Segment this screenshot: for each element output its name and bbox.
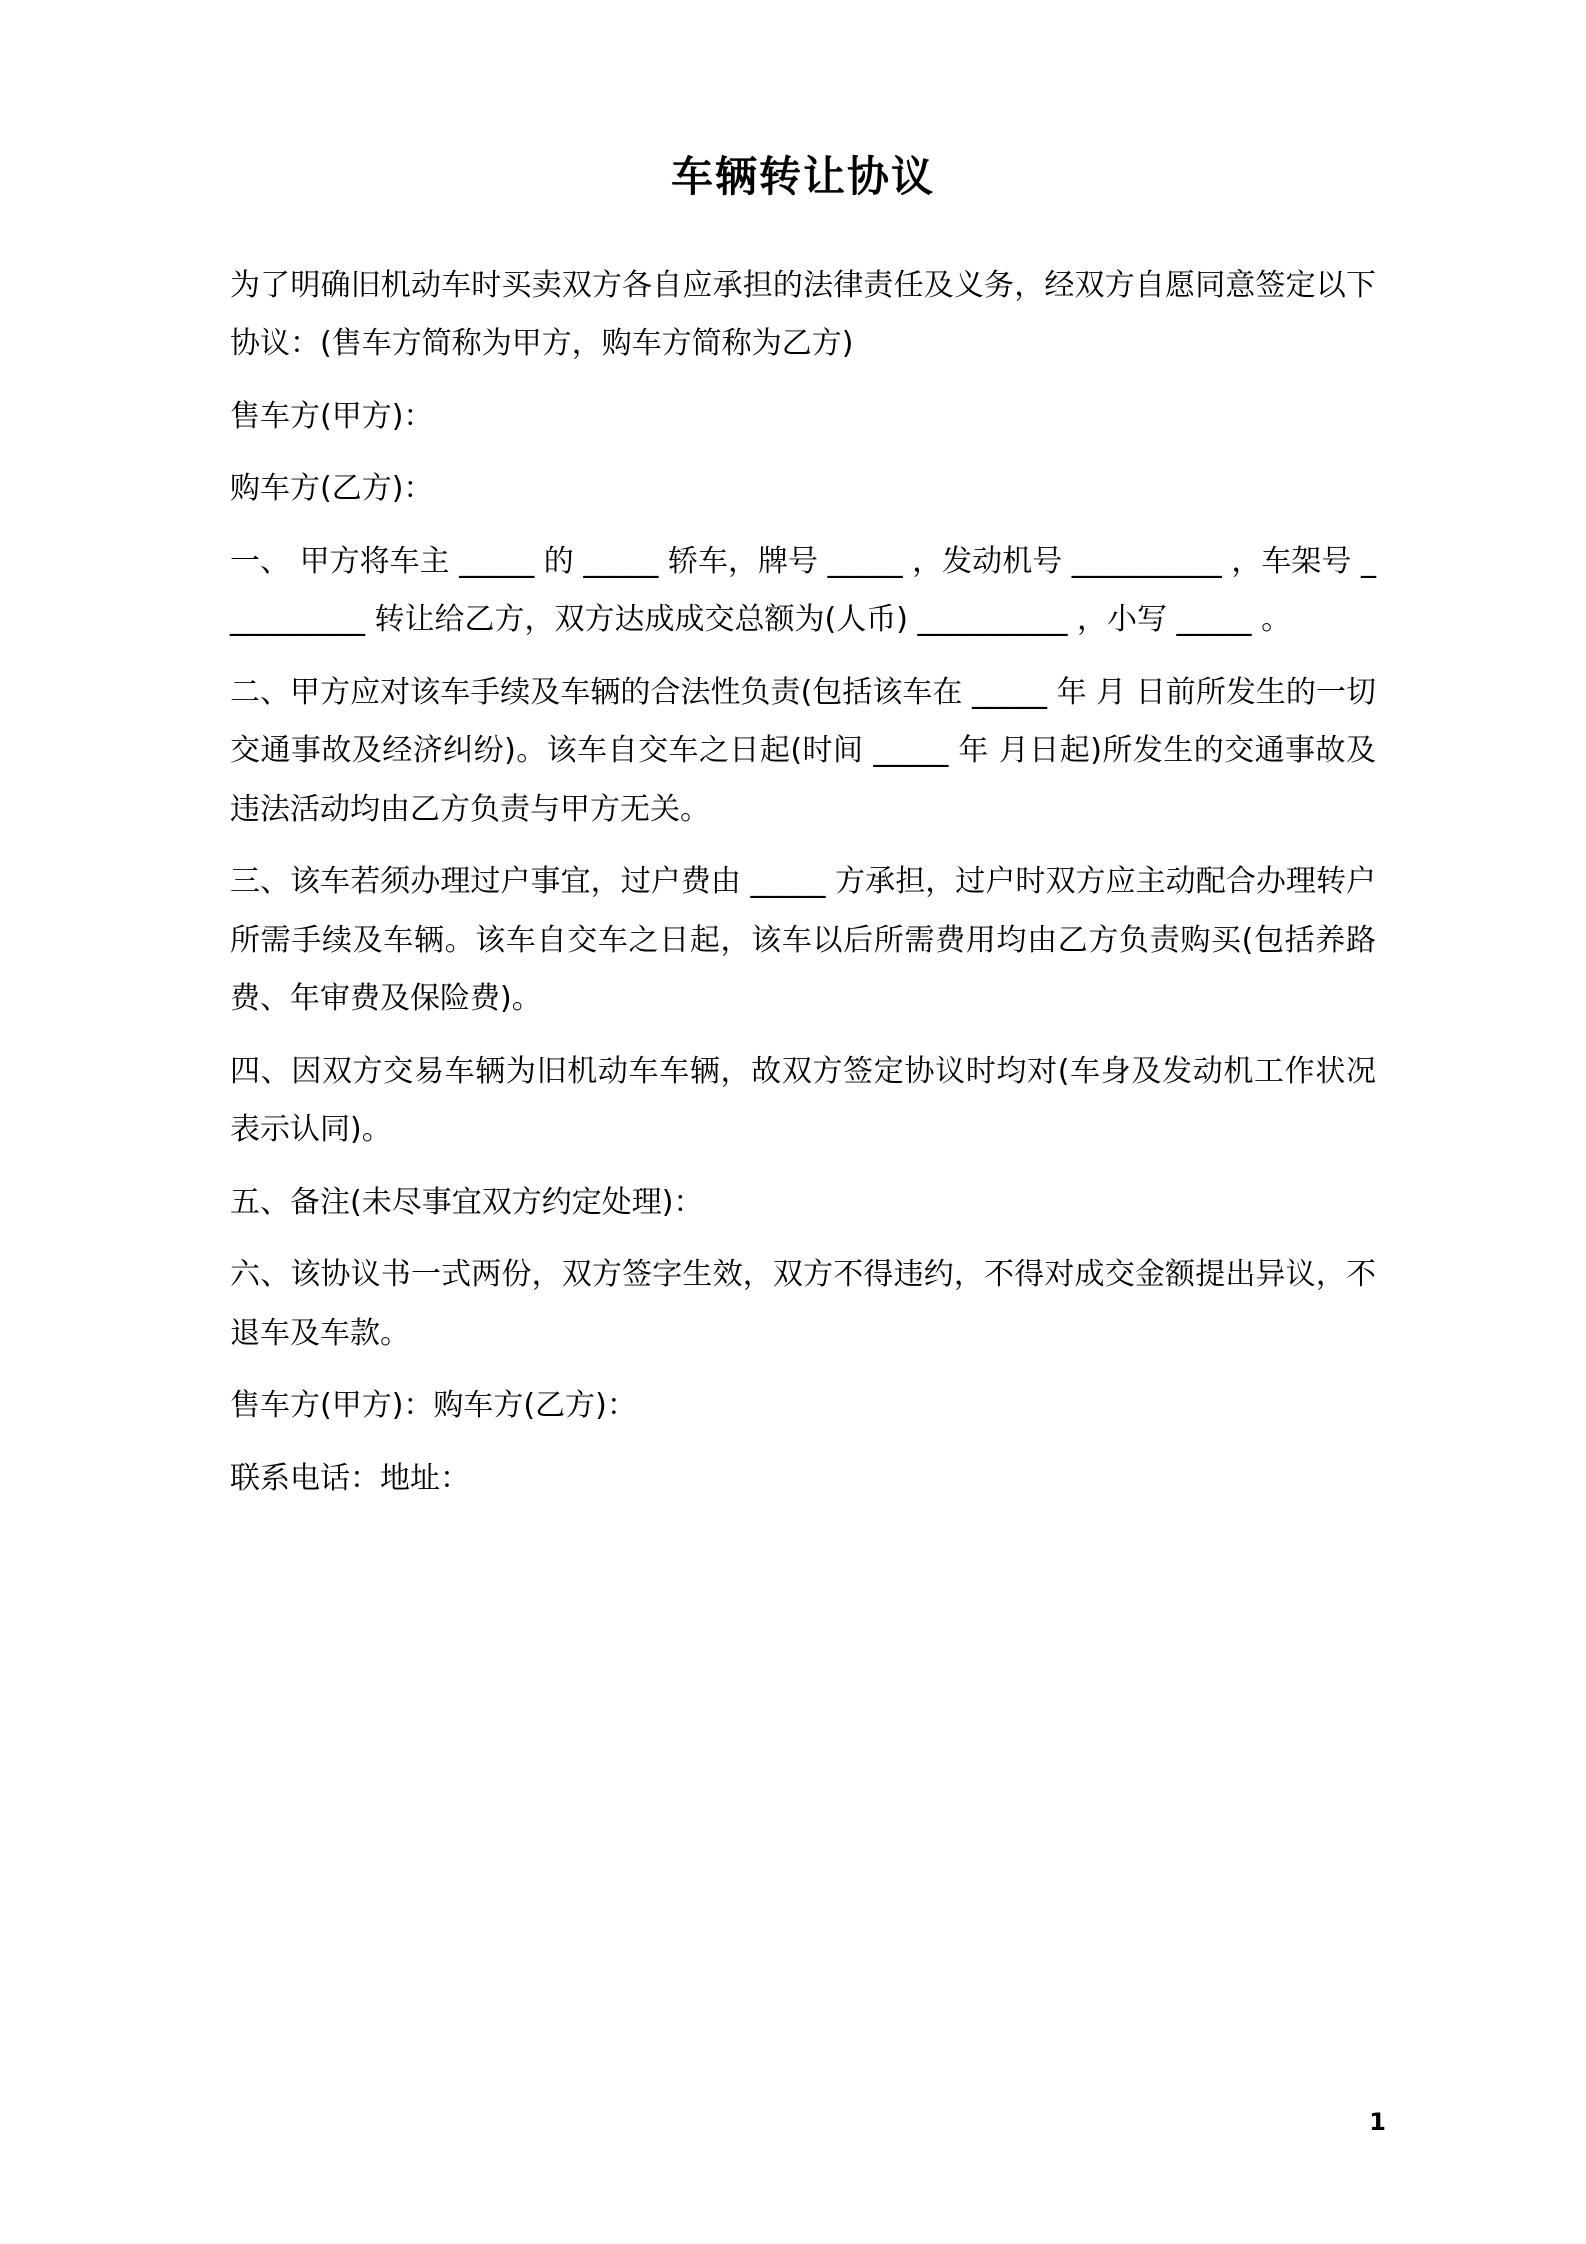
paragraph-seller-label: 售车方(甲方)： [230,398,434,434]
paragraph-intro: 为了明确旧机动车时买卖双方各自应承担的法律责任及义务，经双方自愿同意签定以下协议：(售车方简称为甲方，购车方简称为乙方) [230,267,1376,362]
paragraph-clause-5: 五、备注(未尽事宜双方约定处理)： [230,1184,704,1220]
paragraph-clause-1: 一、 甲方将车主 _____ 的 _____ 轿车，牌号 _____ ，发动机号 __________ ，车架号 __________ 转让给乙方，双方达成成交总额为(人币) __________ ，小写 _____ 。 [230,543,1376,638]
page-number: 1 [1369,2108,1386,2136]
paragraph-clause-3: 三、该车若须办理过户事宜，过户费由 _____ 方承担，过户时双方应主动配合办理转户所需手续及车辆。该车自交车之日起，该车以后所需费用均由乙方负责购买(包括养路费、年审费及保险费)。 [230,864,1376,1017]
paragraph-clause-6: 六、该协议书一式两份，双方签字生效，双方不得违约，不得对成交金额提出异议，不退车及车款。 [230,1257,1376,1351]
paragraph-buyer-label: 购车方(乙方)： [230,471,434,507]
paragraph-contact-line: 联系电话：地址： [230,1460,470,1496]
paragraph-clause-2: 二、甲方应对该车手续及车辆的合法性负责(包括该车在 _____ 年 月 日前所发生的一切交通事故及经济纠纷)。该车自交车之日起(时间 _____ 年 月日起)所发生的交通事故及违法活动均由乙方负责与甲方无关。 [230,674,1376,827]
paragraph-clause-4: 四、因双方交易车辆为旧机动车车辆，故双方签定协议时均对(车身及发动机工作状况表示认同)。 [230,1053,1376,1148]
paragraph-signature-line: 售车方(甲方)：购车方(乙方)： [230,1388,637,1424]
page-title: 车辆转让协议 [670,152,935,201]
